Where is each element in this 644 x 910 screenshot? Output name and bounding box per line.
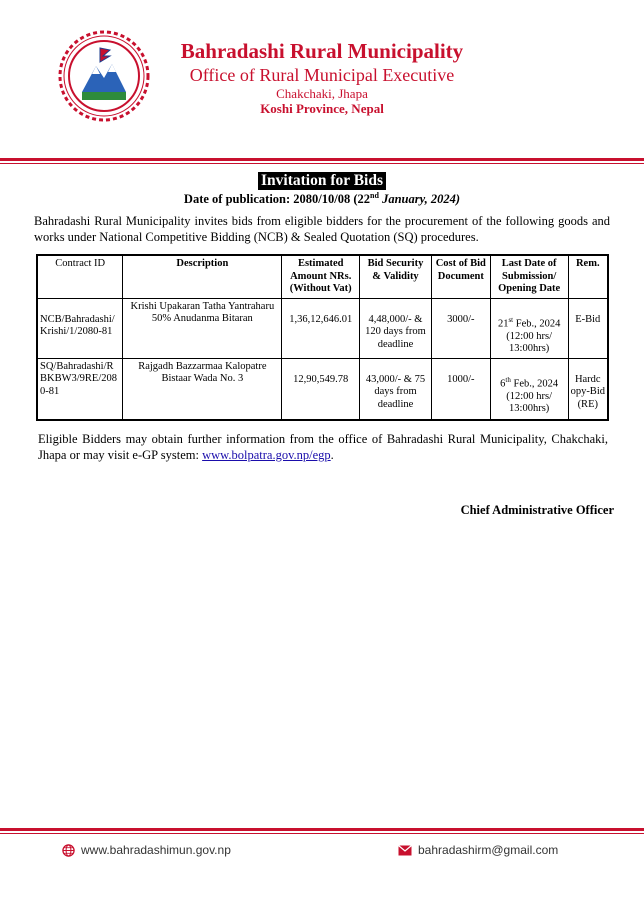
cell-description: Rajgadh Bazzarmaa Kalopatre Bistaar Wada No. 3 [123,358,282,420]
province-name: Koshi Province, Nepal [260,101,384,116]
notice-title-wrap [0,172,644,190]
cell-remarks: E-Bid [568,298,608,358]
header-description: Description [123,255,282,298]
signoff: Chief Administrative Officer [460,503,614,517]
header-divider-thin [0,163,644,164]
office-name: Office of Rural Municipal Executive [189,65,455,85]
date-day: 21 [497,318,509,329]
info-paragraph [38,432,608,463]
cell-remarks: Hardc opy-Bid (RE) [568,358,608,420]
header-divider [0,158,644,161]
date-sup: st [508,315,514,324]
date-day: 6 [500,378,506,389]
cell-cost: 1000/- [431,358,490,420]
cell-estimated: 12,90,549.78 [282,358,360,420]
date-sup: th [505,375,511,384]
footer-website[interactable] [62,843,231,857]
cell-last-date [490,298,568,358]
footer-divider [0,828,644,831]
cell-estimated: 1,36,12,646.01 [282,298,360,358]
globe-icon [62,844,75,857]
website-text: www.bahradashimun.gov.np [81,843,231,857]
letterhead [150,38,494,116]
cell-last-date [490,358,568,420]
header-cost: Cost of Bid Document [431,255,490,298]
pub-date-suffix: January, 2024) [378,192,461,207]
footer-email[interactable] [398,843,558,857]
header-bid-security: Bid Security & Validity [360,255,432,298]
cell-bid-security: 4,48,000/- & 120 days from deadline [360,298,432,358]
table-row [37,358,608,420]
cell-contract-id: SQ/Bahradashi/R BKBW3/9RE/208 0-81 [37,358,123,420]
date-rest: Feb., 2024 (12:00 hrs/ 13:00hrs) [506,318,561,354]
date-rest: Feb., 2024 (12:00 hrs/ 13:00hrs) [506,378,559,414]
header-remarks: Rem. [568,255,608,298]
info-end: . [330,447,334,462]
municipality-logo [58,30,150,122]
publication-date [0,191,644,207]
info-text: Eligible Bidders may obtain further information from the office of Bahradashi Rural Municipality, Chakchaki, Jhapa or may visit e-GP system: [38,432,608,462]
header-estimated: Estimated Amount NRs. (Without Vat) [282,255,360,298]
bids-table [36,254,609,421]
footer-divider-thin [0,833,644,834]
envelope-icon [398,845,412,856]
email-text: bahradashirm@gmail.com [418,843,559,857]
cell-cost: 3000/- [431,298,490,358]
cell-bid-security: 43,000/- & 75 days from deadline [360,358,432,420]
header-contract-id: Contract ID [37,255,123,298]
table-row [37,298,608,358]
cell-contract-id: NCB/Bahradashi/ Krishi/1/2080-81 [37,298,123,358]
pub-date-prefix: Date of publication: 2080/10/08 (22 [183,192,371,207]
municipality-name: Bahradashi Rural Municipality [180,39,464,63]
pub-date-sup: nd [370,191,379,200]
notice-title: Invitation for Bids [258,172,386,190]
header-last-date: Last Date of Submission/ Opening Date [490,255,568,298]
office-location: Chakchaki, Jhapa [276,86,368,101]
egp-link[interactable]: www.bolpatra.gov.np/egp [202,447,331,462]
cell-description: Krishi Upakaran Tatha Yantraharu 50% Anudanma Bitaran [123,298,282,358]
table-header-row [37,255,608,298]
intro-paragraph: Bahradashi Rural Municipality invites bids from eligible bidders for the procurement of the following goods and works under National Competitive Bidding (NCB) & Sealed Quotation (SQ) procedures. [34,214,610,244]
